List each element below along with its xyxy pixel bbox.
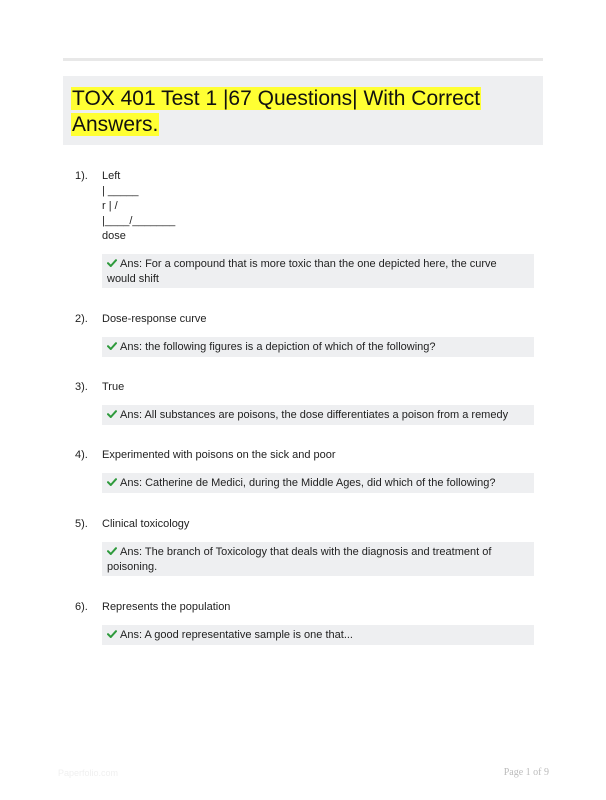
answer-text: For a compound that is more toxic than the one depicted here, the curve would shift: [107, 258, 497, 285]
page-number: Page 1 of 9: [503, 767, 549, 778]
answer-box: [102, 625, 534, 645]
question-text: True: [102, 381, 125, 393]
answer-prefix: Ans:: [120, 629, 145, 641]
check-icon: [107, 341, 117, 351]
question-text: Dose-response curve: [102, 313, 207, 325]
question-text: Left | _____ r | / |____/_______ dose: [102, 170, 176, 242]
answer-box: [102, 405, 534, 425]
answer-prefix: Ans:: [120, 546, 145, 558]
question-number: 5).: [75, 518, 88, 530]
answer-box: [102, 473, 534, 493]
question-number: 4).: [75, 449, 88, 461]
answer-box: [102, 337, 534, 357]
answer-box: [102, 254, 534, 288]
answer-prefix: Ans:: [120, 258, 146, 270]
question-number: 2).: [75, 313, 88, 325]
answer-text: the following figures is a depiction of which of the following?: [145, 341, 436, 353]
check-icon: [107, 477, 117, 487]
answer-text: The branch of Toxicology that deals with the diagnosis and treatment of poisoning.: [107, 546, 492, 573]
check-icon: [107, 409, 117, 419]
question-number: 3).: [75, 381, 88, 393]
answer-prefix: Ans:: [120, 477, 146, 489]
footer-site: Paperfolio.com: [58, 768, 119, 778]
question-text: Clinical toxicology: [102, 518, 190, 530]
check-icon: [107, 258, 117, 268]
top-divider: [63, 58, 543, 61]
question-text: Experimented with poisons on the sick and poor: [102, 449, 336, 461]
title-banner: [63, 76, 543, 145]
answer-box: [102, 542, 534, 576]
answer-prefix: Ans:: [120, 409, 145, 421]
answer-prefix: Ans:: [120, 341, 146, 353]
document-title: TOX 401 Test 1 |67 Questions| With Correct Answers.: [72, 87, 481, 136]
answer-text: All substances are poisons, the dose differentiates a poison from a remedy: [144, 409, 509, 421]
check-icon: [107, 546, 117, 556]
check-icon: [107, 629, 117, 639]
answer-text: A good representative sample is one that...: [144, 629, 353, 641]
answer-text: Catherine de Medici, during the Middle Ages, did which of the following?: [145, 477, 496, 489]
question-text: Represents the population: [102, 601, 231, 613]
question-number: 6).: [75, 601, 88, 613]
question-number: 1).: [75, 170, 88, 182]
